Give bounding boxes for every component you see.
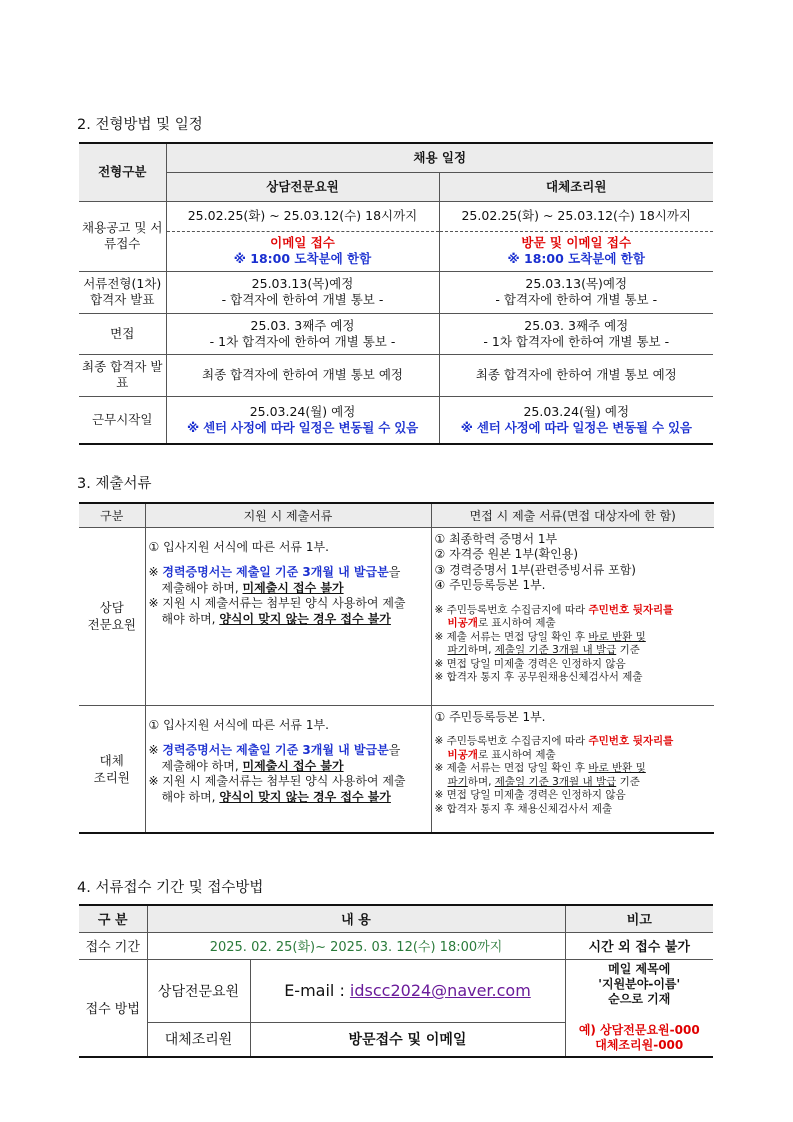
section-3-title: 3. 제출서류 [77,476,152,492]
doc-header-interview: 면접 시 제출 서류(면접 대상자에 한 함) [431,503,714,527]
counselor-interview-docs: ① 최종학력 증명서 1부 ② 자격증 원본 1부(확인용) ③ 경력증명서 1부(관련증빙서류 포함) ④ 주민등록등본 1부. ※ 주민등록번호 수집금지에 따라 주민번호 뒷자리를 비공개로 표시하여 제출 ※ 제출 서류는 면접 당일 확인 후 바로 반환 및 파기하며, 제출일 기준 3개월 내 발급 기준 ※ 면접 당일 미제출 경력은 인정하지 않음 ※ 합격자 통지 후 공무원채용신체검사서 제출 [431,527,714,705]
counselor-application-method: 이메일 접수 ※ 18:00 도착분에 한함 [166,231,439,271]
header-category: 전형구분 [79,143,166,201]
counselor-interview: 25.03. 3째주 예정 - 1차 합격자에 한하여 개별 통보 - [166,313,439,354]
header-cook: 대체조리원 [439,172,713,201]
doc-label-counselor: 상담 전문요원 [79,527,145,705]
sub-header-content: 내 용 [147,905,565,932]
row-label-interview: 면접 [79,313,166,354]
doc-label-cook: 대체 조리원 [79,705,145,833]
cook-application-period: 25.02.25(화) ~ 25.03.12(수) 18시까지 [439,201,713,231]
cook-final-result: 최종 합격자에 한하여 개별 통보 예정 [439,354,713,396]
method-label: 접수 방법 [79,959,147,1057]
row-label-application: 채용공고 및 서류접수 [79,201,166,271]
method-cook-label: 대체조리원 [147,1022,250,1057]
email-link[interactable]: idscc2024@naver.com [349,981,531,1000]
cook-interview: 25.03. 3째주 예정 - 1차 합격자에 한하여 개별 통보 - [439,313,713,354]
documents-table [79,502,714,834]
period-value: 2025. 02. 25(화)~ 2025. 03. 12(수) 18:00까지 [147,932,565,959]
counselor-application-period: 25.02.25(화) ~ 25.03.12(수) 18시까지 [166,201,439,231]
doc-header-category: 구분 [79,503,145,527]
counselor-apply-docs: ① 입사지원 서식에 따른 서류 1부. ※ 경력증명서는 제출일 기준 3개월 내 발급분을 제출해야 하며, 미제출시 접수 불가 ※ 지원 시 제출서류는 첨부된 양식 사용하여 제출 해야 하며, 양식이 맞지 않는 경우 접수 불가 [145,527,431,705]
counselor-final-result: 최종 합격자에 한하여 개별 통보 예정 [166,354,439,396]
schedule-table [79,142,713,445]
cook-interview-docs: ① 주민등록등본 1부. ※ 주민등록번호 수집금지에 따라 주민번호 뒷자리를 비공개로 표시하여 제출 ※ 제출 서류는 면접 당일 확인 후 바로 반환 및 파기하며, 제출일 기준 3개월 내 발급 기준 ※ 면접 당일 미제출 경력은 인정하지 않음 ※ 합격자 통지 후 채용신체검사서 제출 [431,705,714,833]
cook-first-result: 25.03.13(목)예정 - 합격자에 한하여 개별 통보 - [439,271,713,313]
period-label: 접수 기간 [79,932,147,959]
doc-header-apply: 지원 시 제출서류 [145,503,431,527]
cook-apply-docs: ① 입사지원 서식에 따른 서류 1부. ※ 경력증명서는 제출일 기준 3개월 내 발급분을 제출해야 하며, 미제출시 접수 불가 ※ 지원 시 제출서류는 첨부된 양식 사용하여 제출 해야 하며, 양식이 맞지 않는 경우 접수 불가 [145,705,431,833]
row-label-final-result: 최종 합격자 발표 [79,354,166,396]
row-label-start-date: 근무시작일 [79,396,166,444]
cook-application-method: 방문 및 이메일 접수 ※ 18:00 도착분에 한함 [439,231,713,271]
section-2-title: 2. 전형방법 및 일정 [77,117,203,133]
submission-table [79,904,713,1058]
period-note: 시간 외 접수 불가 [565,932,713,959]
method-cook-value: 방문접수 및 이메일 [250,1022,565,1057]
cook-start-date: 25.03.24(월) 예정 ※ 센터 사정에 따라 일정은 변동될 수 있음 [439,396,713,444]
section-4-title: 4. 서류접수 기간 및 접수방법 [77,880,264,896]
method-counselor-label: 상담전문요원 [147,959,250,1022]
method-note: 메일 제목에 '지원분야-이름' 순으로 기재 예) 상담전문요원-000 대체조리원-000 [565,959,713,1057]
row-label-first-result: 서류전형(1차) 합격자 발표 [79,271,166,313]
header-schedule: 채용 일정 [166,143,713,172]
counselor-start-date: 25.03.24(월) 예정 ※ 센터 사정에 따라 일정은 변동될 수 있음 [166,396,439,444]
counselor-first-result: 25.03.13(목)예정 - 합격자에 한하여 개별 통보 - [166,271,439,313]
sub-header-category: 구 분 [79,905,147,932]
sub-header-note: 비고 [565,905,713,932]
method-counselor-email: E-mail : idscc2024@naver.com [250,959,565,1022]
header-counselor: 상담전문요원 [166,172,439,201]
